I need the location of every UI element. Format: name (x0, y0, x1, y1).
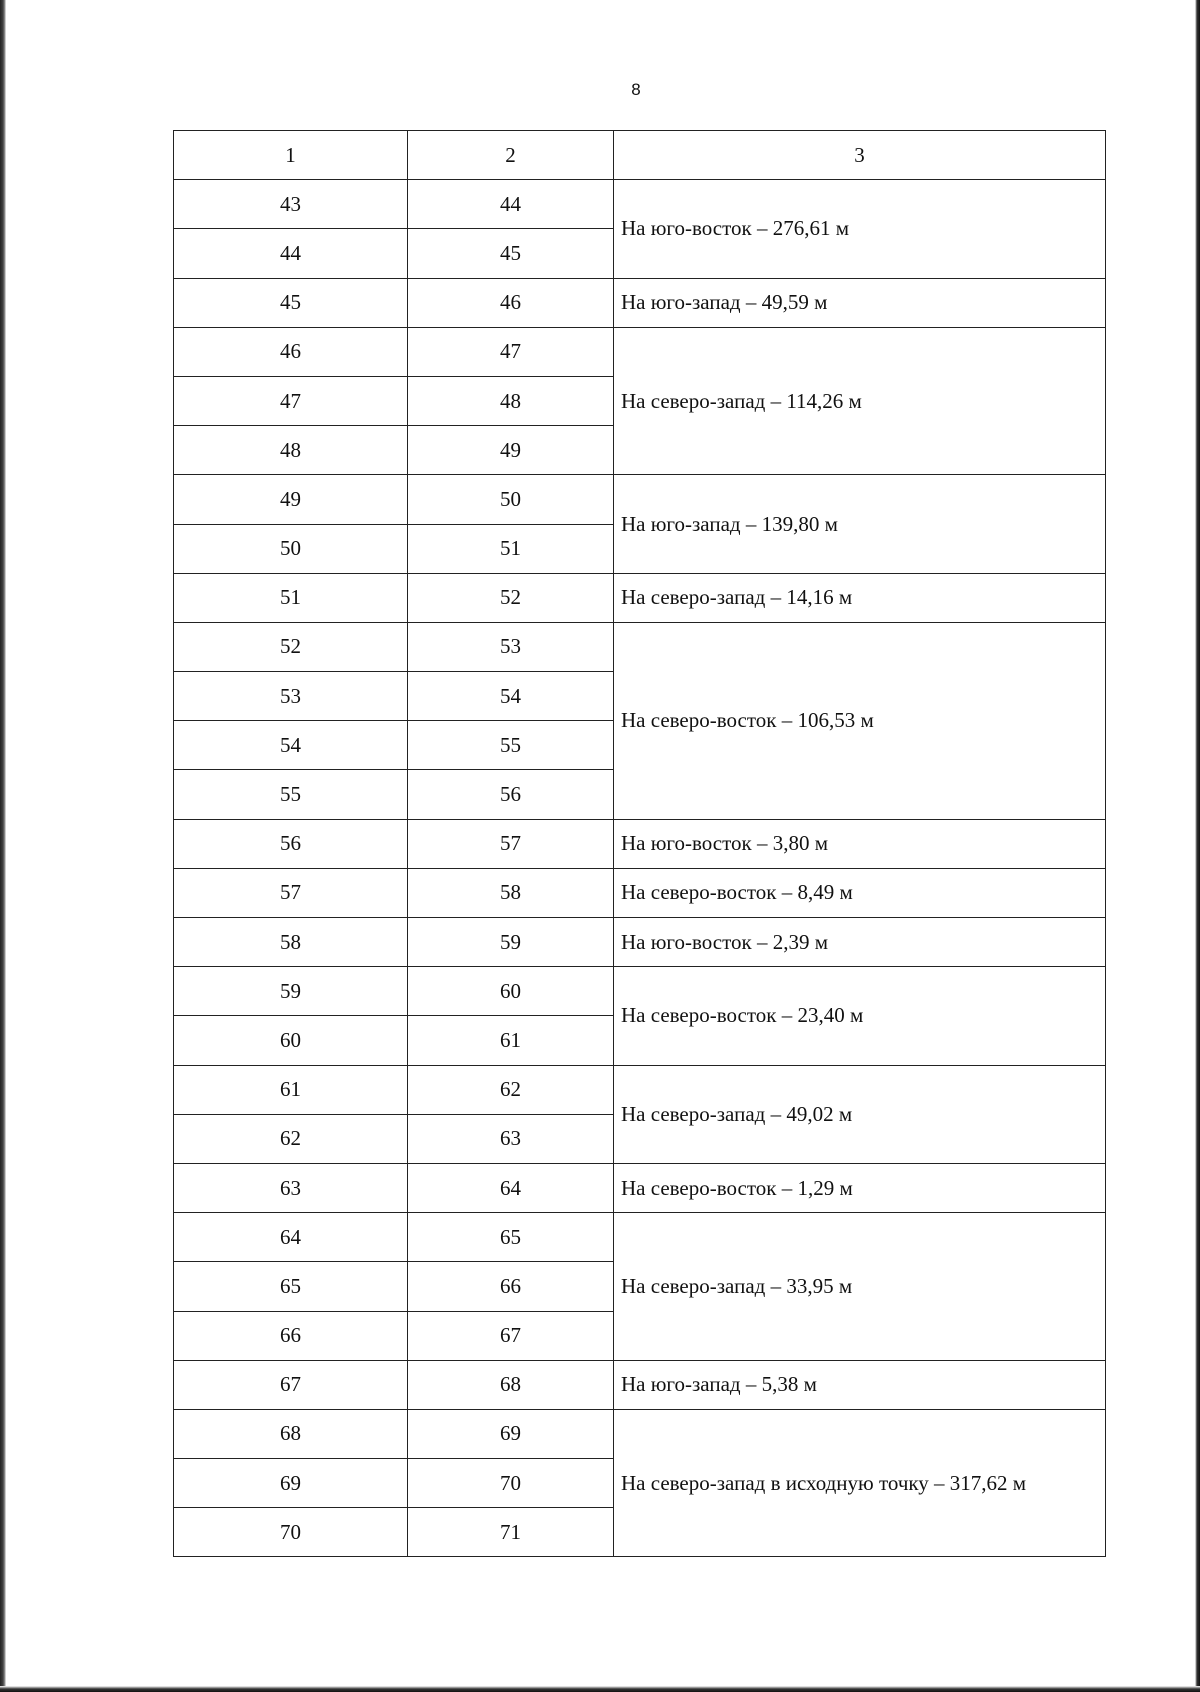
point-to: 64 (408, 1163, 614, 1212)
point-to: 53 (408, 622, 614, 671)
table-row (174, 1163, 1106, 1212)
point-to: 52 (408, 573, 614, 622)
scan-edge-left (0, 0, 6, 1692)
point-to: 62 (408, 1065, 614, 1114)
table-row (174, 868, 1106, 917)
point-from: 70 (174, 1508, 408, 1557)
direction-distance: На северо-запад – 14,16 м (614, 573, 1106, 622)
table-row (174, 1360, 1106, 1409)
point-to: 60 (408, 967, 614, 1016)
point-to: 71 (408, 1508, 614, 1557)
point-from: 46 (174, 327, 408, 376)
direction-distance: На юго-восток – 2,39 м (614, 918, 1106, 967)
scan-edge-bottom (0, 1686, 1200, 1692)
point-from: 55 (174, 770, 408, 819)
direction-distance: На северо-восток – 1,29 м (614, 1163, 1106, 1212)
table-row (174, 1213, 1106, 1262)
table-row (174, 819, 1106, 868)
table-row (174, 1409, 1106, 1458)
direction-distance: На северо-запад – 49,02 м (614, 1065, 1106, 1163)
table-row (174, 327, 1106, 376)
point-to: 56 (408, 770, 614, 819)
point-from: 69 (174, 1459, 408, 1508)
point-to: 48 (408, 376, 614, 425)
point-to: 51 (408, 524, 614, 573)
point-to: 47 (408, 327, 614, 376)
point-from: 47 (174, 376, 408, 425)
direction-distance: На северо-восток – 106,53 м (614, 622, 1106, 819)
point-from: 48 (174, 426, 408, 475)
point-from: 67 (174, 1360, 408, 1409)
point-to: 45 (408, 229, 614, 278)
point-to: 49 (408, 426, 614, 475)
point-to: 69 (408, 1409, 614, 1458)
point-from: 45 (174, 278, 408, 327)
point-to: 55 (408, 721, 614, 770)
table-row (174, 475, 1106, 524)
direction-distance: На северо-запад – 33,95 м (614, 1213, 1106, 1361)
point-from: 63 (174, 1163, 408, 1212)
point-from: 44 (174, 229, 408, 278)
point-to: 59 (408, 918, 614, 967)
point-from: 49 (174, 475, 408, 524)
direction-distance: На юго-восток – 276,61 м (614, 180, 1106, 278)
table-row (174, 278, 1106, 327)
table-row (174, 1065, 1106, 1114)
point-from: 58 (174, 918, 408, 967)
direction-distance: На юго-запад – 139,80 м (614, 475, 1106, 573)
point-to: 44 (408, 180, 614, 229)
table-row (174, 967, 1106, 1016)
direction-distance: На северо-запад – 114,26 м (614, 327, 1106, 475)
direction-distance: На северо-восток – 23,40 м (614, 967, 1106, 1065)
point-from: 43 (174, 180, 408, 229)
boundary-table (173, 130, 1106, 1557)
point-from: 50 (174, 524, 408, 573)
page-number: 8 (631, 80, 641, 99)
point-from: 68 (174, 1409, 408, 1458)
table-header-row (174, 131, 1106, 180)
direction-distance: На юго-запад – 5,38 м (614, 1360, 1106, 1409)
column-header-3: 3 (614, 131, 1106, 180)
direction-distance: На северо-запад в исходную точку – 317,62 м (614, 1409, 1106, 1557)
point-to: 50 (408, 475, 614, 524)
point-from: 62 (174, 1114, 408, 1163)
table-row (174, 573, 1106, 622)
table-row (174, 918, 1106, 967)
point-to: 63 (408, 1114, 614, 1163)
scan-edge-right (1195, 0, 1200, 1692)
point-from: 59 (174, 967, 408, 1016)
point-to: 66 (408, 1262, 614, 1311)
point-to: 65 (408, 1213, 614, 1262)
point-from: 56 (174, 819, 408, 868)
point-to: 57 (408, 819, 614, 868)
table-row (174, 622, 1106, 671)
point-from: 53 (174, 672, 408, 721)
point-to: 54 (408, 672, 614, 721)
point-to: 61 (408, 1016, 614, 1065)
point-from: 52 (174, 622, 408, 671)
point-from: 60 (174, 1016, 408, 1065)
point-from: 61 (174, 1065, 408, 1114)
point-to: 46 (408, 278, 614, 327)
point-to: 70 (408, 1459, 614, 1508)
point-from: 54 (174, 721, 408, 770)
point-to: 67 (408, 1311, 614, 1360)
column-header-2: 2 (408, 131, 614, 180)
direction-distance: На юго-запад – 49,59 м (614, 278, 1106, 327)
point-from: 57 (174, 868, 408, 917)
point-from: 64 (174, 1213, 408, 1262)
point-to: 68 (408, 1360, 614, 1409)
point-from: 51 (174, 573, 408, 622)
table-row (174, 180, 1106, 229)
point-to: 58 (408, 868, 614, 917)
point-from: 66 (174, 1311, 408, 1360)
column-header-1: 1 (174, 131, 408, 180)
direction-distance: На северо-восток – 8,49 м (614, 868, 1106, 917)
direction-distance: На юго-восток – 3,80 м (614, 819, 1106, 868)
point-from: 65 (174, 1262, 408, 1311)
